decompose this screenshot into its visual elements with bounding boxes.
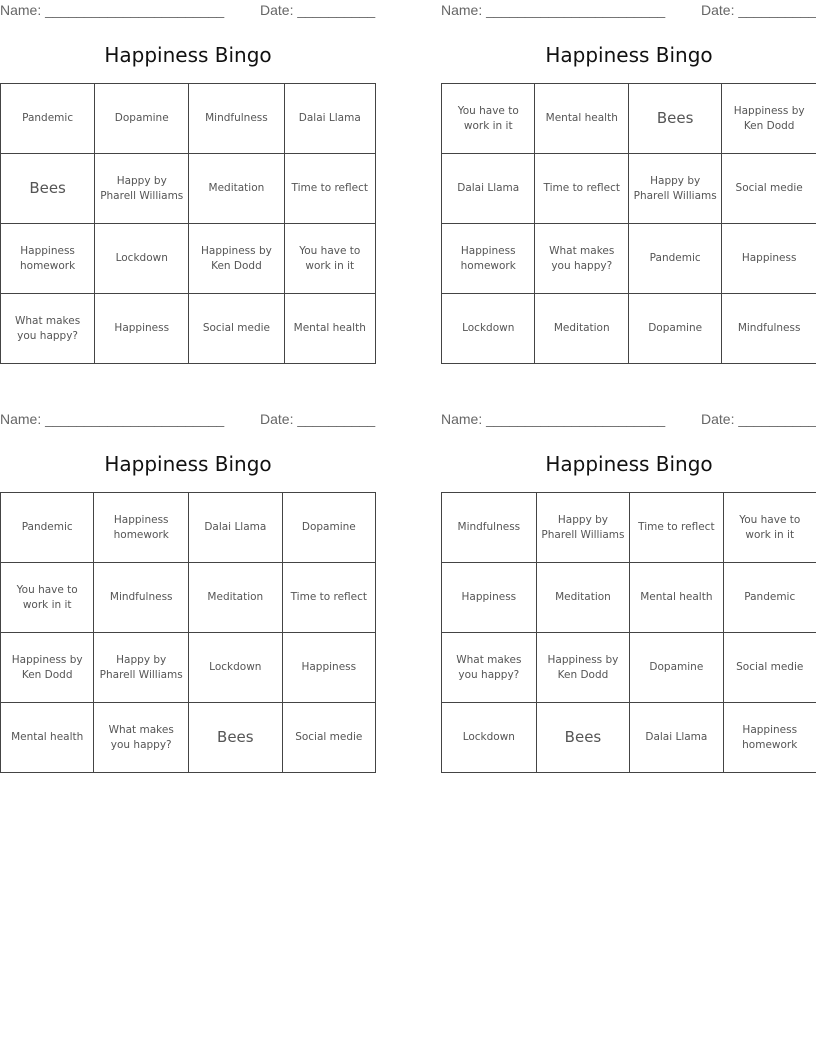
- bingo-cell: Meditation: [536, 563, 630, 633]
- grid-row: [442, 493, 816, 563]
- bingo-cell: Mindfulness: [189, 84, 284, 154]
- date-field-label: Date: __________: [260, 2, 376, 18]
- bingo-cell: Time to reflect: [630, 493, 723, 563]
- bingo-cell: Dopamine: [282, 493, 375, 563]
- bingo-cell: You have to work in it: [284, 224, 375, 294]
- bingo-cell: What makes you happy?: [442, 633, 537, 703]
- bingo-cell: Happiness homework: [1, 224, 95, 294]
- bingo-cell: What makes you happy?: [535, 224, 629, 294]
- bingo-cell: Happy by Pharell Williams: [94, 633, 189, 703]
- bingo-grid: [441, 492, 816, 773]
- bingo-cell: Happiness homework: [94, 493, 189, 563]
- bingo-cell: Dalai Llama: [189, 493, 283, 563]
- grid-row: [442, 633, 816, 703]
- bingo-cell: Time to reflect: [535, 154, 629, 224]
- bingo-cell: Lockdown: [442, 703, 537, 773]
- bingo-cell: Social medie: [723, 633, 816, 703]
- bingo-cell: Meditation: [535, 294, 629, 364]
- bingo-cell: You have to work in it: [723, 493, 816, 563]
- bingo-grid: [0, 83, 376, 364]
- bingo-cell: Happiness: [282, 633, 375, 703]
- grid-row: [1, 703, 376, 773]
- bingo-grid: [441, 83, 816, 364]
- bingo-cell: Bees: [1, 154, 95, 224]
- bingo-cell: Social medie: [282, 703, 375, 773]
- bingo-cell: Lockdown: [189, 633, 283, 703]
- bingo-cell: Meditation: [189, 154, 284, 224]
- bingo-cell: Mental health: [284, 294, 375, 364]
- bingo-cell: Happiness: [722, 224, 816, 294]
- bingo-cell: Happiness by Ken Dodd: [1, 633, 94, 703]
- bingo-cell: Happiness by Ken Dodd: [189, 224, 284, 294]
- bingo-cell: Dopamine: [629, 294, 722, 364]
- grid-row: [442, 84, 816, 154]
- bingo-grid: [0, 492, 376, 773]
- bingo-cell: Lockdown: [442, 294, 535, 364]
- bingo-cell: Dopamine: [630, 633, 723, 703]
- bingo-cell: Meditation: [189, 563, 283, 633]
- bingo-cell: Mental health: [535, 84, 629, 154]
- name-date-line: [441, 2, 816, 20]
- card-title: Happiness Bingo: [104, 43, 272, 67]
- grid-row: [442, 563, 816, 633]
- bingo-cell: Pandemic: [629, 224, 722, 294]
- bingo-cell: Mindfulness: [442, 493, 537, 563]
- name-date-line: [0, 2, 376, 20]
- date-field-label: Date: __________: [701, 411, 816, 427]
- bingo-cell: Mental health: [1, 703, 94, 773]
- bingo-cell: Bees: [189, 703, 283, 773]
- bingo-cell: You have to work in it: [442, 84, 535, 154]
- bingo-cell: Lockdown: [95, 224, 189, 294]
- bingo-cell: Happy by Pharell Williams: [536, 493, 630, 563]
- bingo-cell: What makes you happy?: [1, 294, 95, 364]
- bingo-cell: Happiness homework: [723, 703, 816, 773]
- bingo-cell: Dalai Llama: [284, 84, 375, 154]
- grid-row: [1, 294, 376, 364]
- bingo-cell: Pandemic: [723, 563, 816, 633]
- grid-row: [1, 633, 376, 703]
- bingo-cell: Social medie: [722, 154, 816, 224]
- grid-row: [1, 224, 376, 294]
- grid-row: [442, 154, 816, 224]
- name-field-label: Name: _______________________: [0, 2, 225, 18]
- bingo-cell: Dalai Llama: [630, 703, 723, 773]
- name-date-line: [441, 411, 816, 429]
- bingo-cell: Happiness by Ken Dodd: [536, 633, 630, 703]
- name-field-label: Name: _______________________: [0, 411, 225, 427]
- bingo-cell: Mindfulness: [722, 294, 816, 364]
- bingo-cell: Happiness: [95, 294, 189, 364]
- grid-row: [1, 154, 376, 224]
- bingo-cell: Time to reflect: [282, 563, 375, 633]
- bingo-cell: Bees: [629, 84, 722, 154]
- grid-row: [1, 563, 376, 633]
- grid-row: [1, 493, 376, 563]
- bingo-cell: Dalai Llama: [442, 154, 535, 224]
- name-date-line: [0, 411, 376, 429]
- bingo-cell: Mental health: [630, 563, 723, 633]
- grid-row: [442, 294, 816, 364]
- bingo-cell: What makes you happy?: [94, 703, 189, 773]
- bingo-cell: Pandemic: [1, 84, 95, 154]
- date-field-label: Date: __________: [701, 2, 816, 18]
- bingo-cell: Happiness by Ken Dodd: [722, 84, 816, 154]
- card-title: Happiness Bingo: [545, 43, 713, 67]
- bingo-cell: Happy by Pharell Williams: [629, 154, 722, 224]
- bingo-cell: Social medie: [189, 294, 284, 364]
- bingo-cell: Happiness: [442, 563, 537, 633]
- name-field-label: Name: _______________________: [441, 2, 666, 18]
- grid-row: [442, 224, 816, 294]
- date-field-label: Date: __________: [260, 411, 376, 427]
- bingo-cell: Happy by Pharell Williams: [95, 154, 189, 224]
- grid-row: [442, 703, 816, 773]
- bingo-cell: Happiness homework: [442, 224, 535, 294]
- bingo-cell: Pandemic: [1, 493, 94, 563]
- bingo-cell: Time to reflect: [284, 154, 375, 224]
- grid-row: [1, 84, 376, 154]
- bingo-cell: Bees: [536, 703, 630, 773]
- bingo-cell: Dopamine: [95, 84, 189, 154]
- card-title: Happiness Bingo: [545, 452, 713, 476]
- bingo-cell: You have to work in it: [1, 563, 94, 633]
- name-field-label: Name: _______________________: [441, 411, 666, 427]
- card-title: Happiness Bingo: [104, 452, 272, 476]
- bingo-cell: Mindfulness: [94, 563, 189, 633]
